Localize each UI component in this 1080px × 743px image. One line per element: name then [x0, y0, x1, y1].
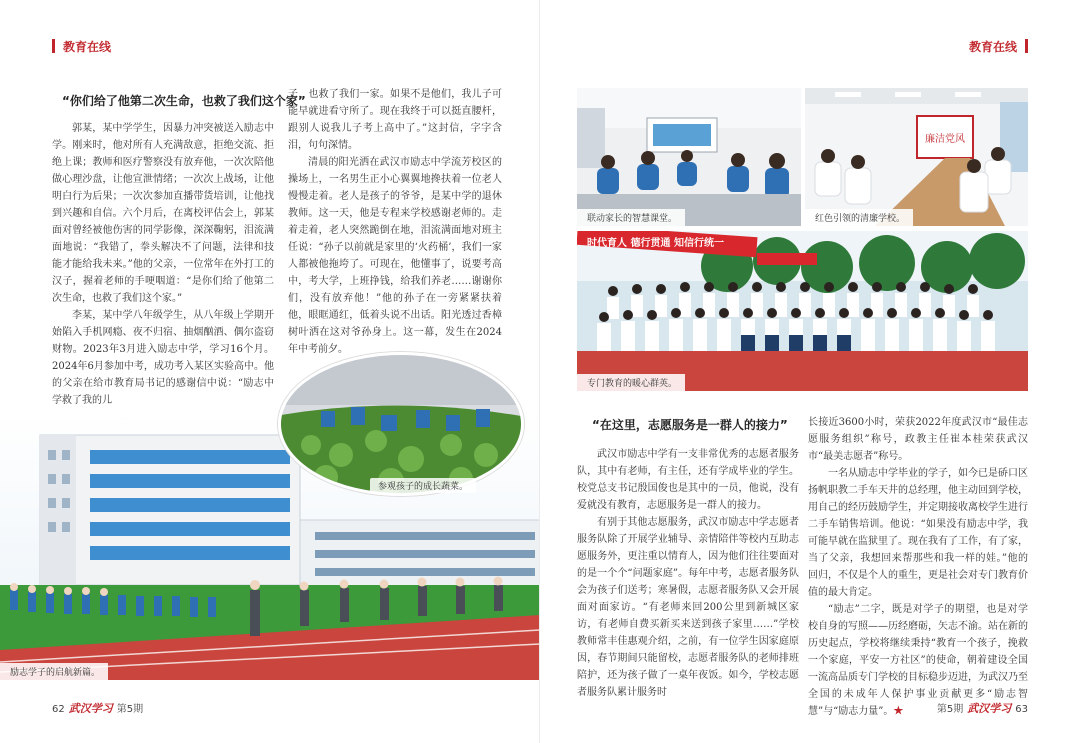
text-column-1 [52, 120, 274, 409]
paragraph: 有别于其他志愿服务，武汉市励志中学志愿者服务队除了开展学业辅导、亲情陪伴等校内互助志愿服务外，更注重以情育人，因为他们往往要面对的是一个个“问题家庭”。每年中考，志愿者服务队会为孩子们送考；寒暑假，志愿者服务队又会开展面对面家访。“有老师来回200公里到新城区家访，有老师自费买新买来送到孩子家里……”学校教师常丰佳惠观介绍，之前，有一位学生因家庭原因，春节期间只能留校，志愿者服务队的老师排班陪护，还为孩子做了一桌年夜饭。如今，学校志愿者服务队累计服务时 [577, 517, 799, 698]
folio-right [937, 700, 1028, 716]
article-headline-right: “在这里，志愿服务是一群人的接力” [592, 418, 788, 432]
wall-sign: 廉洁党风 [925, 134, 965, 145]
right-page [540, 0, 1080, 743]
paragraph: 李某，某中学八年级学生，从八年级上学期开始陷入手机网瘾、夜不归宿、抽烟酗酒、偶尔盗窃财物。2023年3月进入励志中学，学习16个月。2024年6月参加中考，成功考入某区实验高中。他的父亲在给市教育局书记的感谢信中说：“励志中学救了我的儿 [52, 310, 274, 406]
text-column-2 [808, 414, 1028, 720]
paragraph: 一名从励志中学毕业的学子，如今已是硚口区扬帆职教二手车天井的总经理，他主动回到学校，用自己的经历鼓励学生，并定期接收离校学生进行二手车销售培训。他说：“如果没有励志中学，我可能早就在监狱里了。现在我有了工作，有了家，当了父亲，我想回来帮那些和我一样的娃。”他的回归，不仅是个人的重生，更是社会对专门教育价值的最大肯定。 [808, 468, 1028, 598]
photo-smart-classroom [577, 88, 801, 226]
section-bar [1025, 39, 1028, 53]
photo-caption: 参观孩子的成长蔬菜。 [370, 478, 476, 493]
issue-number: 第5期 [936, 704, 964, 715]
paragraph: 武汉市励志中学有一支非常优秀的志愿者服务队，其中有老师，有主任，还有学成毕业的学生。校党总支书记殷国俊也是其中的一员，他说，没有爱就没有教育，志愿服务是一群人的接力。 [577, 449, 799, 511]
paragraph: “励志”二字，既是对学子的期望，也是对学校自身的写照——历经磨砺，矢志不渝。站在新的历史起点，学校将继续秉持“教育一个孩子，挽救一个家庭，平安一方社区”的使命，朝着建设全国一流高品质专门学校的目标稳步迈进，为武汉乃至全国的未成年人保护事业贡献更多“励志智慧”与“励志力量”。★ [808, 604, 1028, 717]
banner-text: 时代育人 德行贯通 知信行统一 [587, 238, 724, 249]
page-number: 62 [52, 704, 65, 715]
magazine-logo: 武汉学习 [967, 702, 1012, 715]
paragraph: 清晨的阳光洒在武汉市励志中学流芳校区的操场上，一名男生正小心翼翼地搀扶着一位老人慢慢走着。老人是孩子的爷爷，是某中学的退休教师。这一天，他是专程来学校感谢老师的。走着走着，老人突然跪倒在地，泪流满面地对班主任说：“孙子以前就是家里的‘火药桶’，我们一家人都被他拖垮了。可现在，他懂事了，说要考高中，考大学，上班挣钱，给我们养老……谢谢你们，没有放弃他！”他的孙子在一旁紧紧扶着他，眼眶通红，低着头说不出话。阳光透过香樟树叶洒在这对爷孙身上。这一幕，发生在2024年中考前夕。 [288, 157, 502, 355]
issue-number: 第5期 [116, 704, 144, 715]
running-head-left: 教育在线 [52, 38, 111, 55]
photo-clean-school [805, 88, 1028, 226]
photo-caption: 联动家长的智慧课堂。 [577, 209, 685, 226]
photo-caption: 励志学子的启航新篇。 [0, 663, 108, 680]
magazine-logo: 武汉学习 [68, 702, 113, 715]
running-head-right: 教育在线 [969, 38, 1028, 55]
text-column-2 [288, 86, 502, 358]
section-bar [52, 39, 55, 53]
paragraph: 郭某，某中学学生，因暴力冲突被送入励志中学。刚来时，他对所有人充满敌意，拒绝交流、拒绝上课；教师和医疗警察没有放弃他，一次次陪他做心理沙盘，让他宣泄情绪；一次次上战场，让他明白行为后果；一次次参加直播带货培训，让他找到兴趣和自信。六个月后，在离校评估会上，郭某面对曾经被他伤害的同学影像，深深鞠躬，泪流满面地说：“我错了，拳头解决不了问题，法律和技能才能给我未来。”他的父亲，一位常年在外打工的汉子，握着老师的手哽咽道：“是你们给了他第二次生命，也救了我们这个家。” [52, 123, 274, 304]
photo-caption: 专门教育的暖心群英。 [577, 374, 685, 391]
page-number: 63 [1015, 704, 1028, 715]
photo-group-teachers [577, 231, 1028, 391]
paragraph: 长接近3600小时，荣获2022年度武汉市“最佳志愿服务组织”称号，政教主任崔本桂荣获武汉市“最美志愿者”称号。 [808, 417, 1028, 462]
folio-left [52, 700, 143, 716]
photo-vegetable-garden [278, 352, 524, 496]
photo-caption: 红色引领的清廉学校。 [805, 209, 913, 226]
article-headline-left: “你们给了他第二次生命，也救了我们这个家” [62, 94, 306, 108]
end-mark: ★ [893, 706, 904, 717]
paragraph: 子，也救了我们一家。如果不是他们，我儿子可能早就进看守所了。现在我终于可以挺直腰杆，跟别人说我儿子考上高中了。”这封信，字字含泪，句句深情。 [288, 89, 502, 151]
text-column-1 [577, 446, 799, 701]
